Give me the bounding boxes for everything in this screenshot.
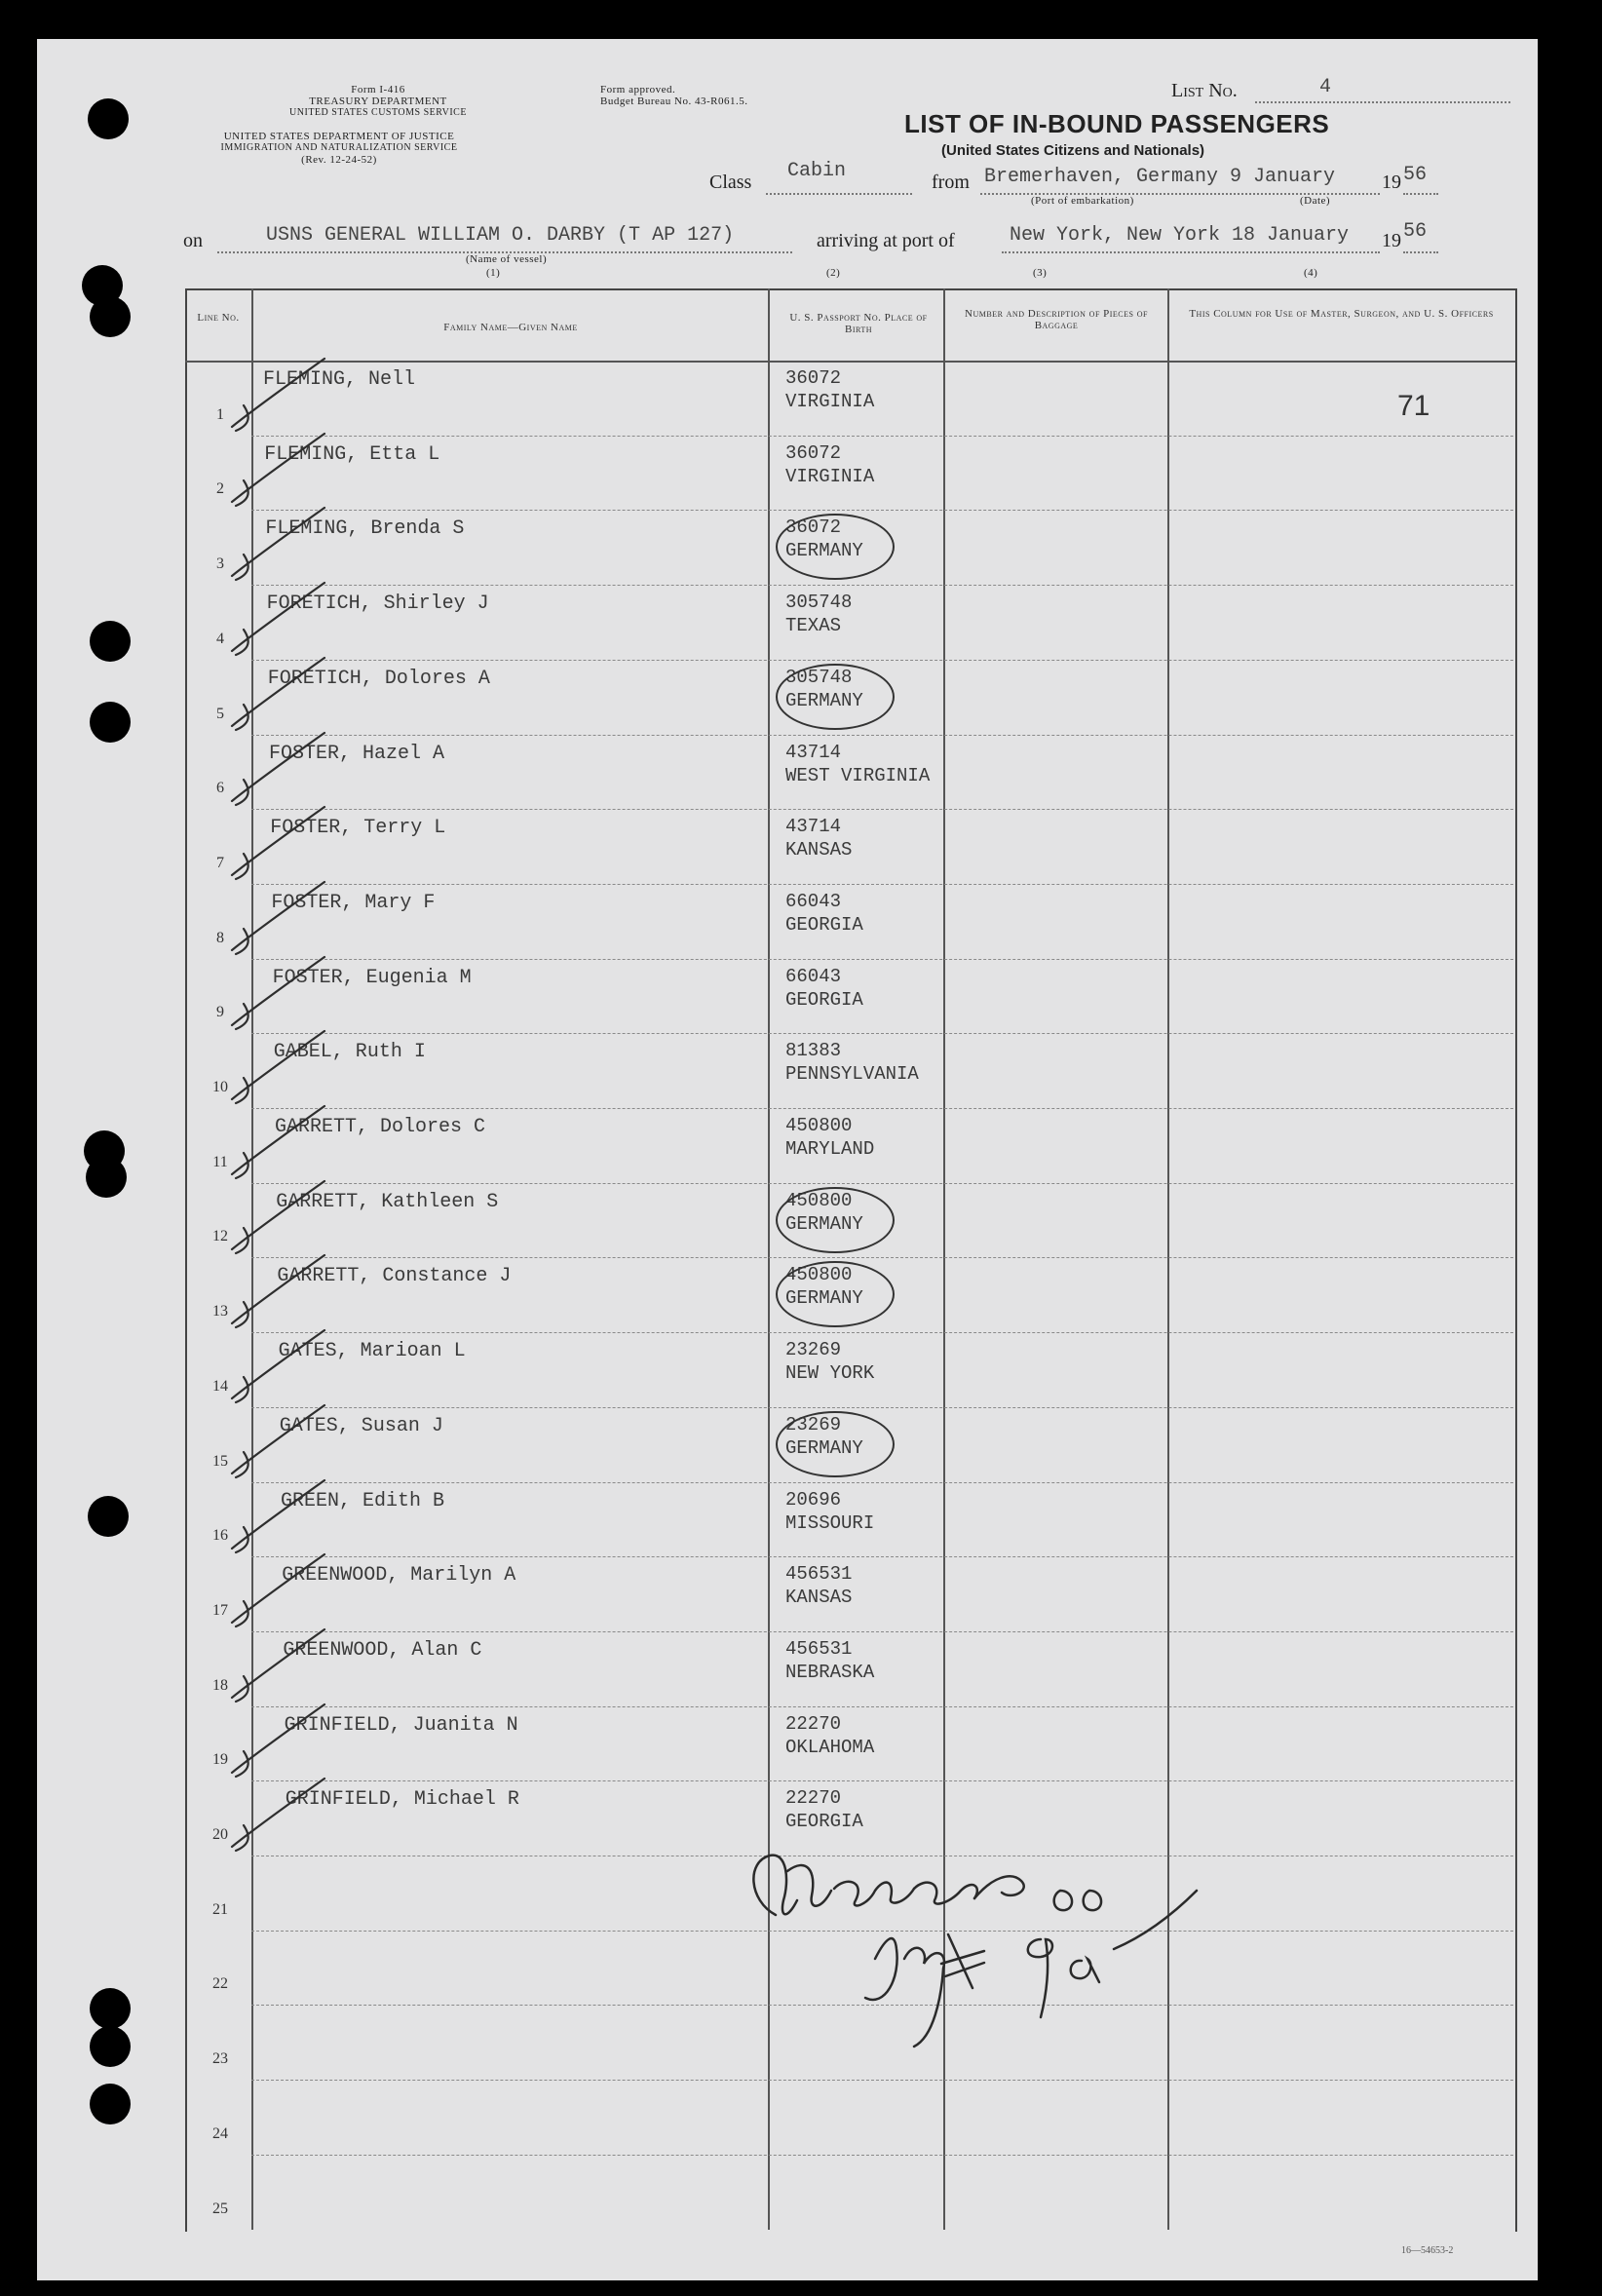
passenger-name: GREENWOOD, Marilyn A — [282, 1564, 516, 1588]
passport-number: 22270 — [785, 1712, 842, 1735]
place-of-birth: GEORGIA — [785, 913, 863, 936]
place-of-birth: KANSAS — [785, 839, 853, 861]
row-divider — [251, 585, 1513, 586]
place-of-birth: MISSOURI — [785, 1512, 875, 1534]
passport-number: 66043 — [785, 890, 842, 912]
passport-cell — [785, 441, 874, 488]
arrival-year: 56 — [1403, 220, 1428, 243]
passport-number: 81383 — [785, 1040, 842, 1062]
col3-caption: (3) — [1033, 267, 1048, 279]
row-divider — [251, 436, 1513, 437]
form-subtitle: (United States Citizens and Nationals) — [941, 142, 1205, 159]
row-divider — [251, 660, 1513, 661]
punch-hole — [90, 296, 131, 337]
line-number: 6 — [216, 780, 224, 797]
punch-hole — [90, 2084, 131, 2124]
row-divider — [251, 884, 1513, 885]
line-number: 7 — [216, 854, 224, 871]
row-divider — [251, 2155, 1513, 2156]
port-embarkation-caption: (Port of embarkation) — [1031, 195, 1134, 207]
row-divider — [251, 1780, 1513, 1781]
passport-number: 43714 — [785, 741, 842, 763]
place-of-birth: GERMANY — [785, 540, 863, 562]
handwritten-annotations — [719, 1842, 1265, 2095]
row-divider — [251, 1407, 1513, 1408]
passenger-name: GRINFIELD, Michael R — [285, 1788, 519, 1812]
check-mark — [212, 1771, 329, 1858]
passenger-name: GARRETT, Constance J — [277, 1265, 512, 1288]
circled-entry-mark — [776, 1411, 895, 1477]
place-of-birth: PENNSYLVANIA — [785, 1063, 919, 1086]
line-number: 18 — [212, 1676, 228, 1694]
punch-hole — [90, 2026, 131, 2067]
form-sheet — [37, 39, 1538, 2280]
passenger-name: GARRETT, Kathleen S — [276, 1190, 499, 1213]
passport-number: 305748 — [785, 592, 853, 614]
line-number: 22 — [212, 1975, 228, 1993]
passport-cell — [785, 1488, 874, 1535]
passenger-name: FLEMING, Etta L — [264, 442, 440, 466]
place-of-birth: NEW YORK — [785, 1362, 875, 1385]
header-line-no: Line No. — [197, 312, 240, 324]
justice-dept: UNITED STATES DEPARTMENT OF JUSTICE — [223, 131, 455, 142]
passport-number: 23269 — [785, 1339, 842, 1361]
punch-hole — [88, 1496, 129, 1537]
passport-number: 36072 — [785, 367, 842, 389]
passport-number: 450800 — [785, 1189, 853, 1211]
date-caption: (Date) — [1300, 195, 1331, 207]
place-of-birth: TEXAS — [785, 615, 842, 637]
circled-entry-mark — [776, 664, 895, 730]
passenger-name: FORETICH, Dolores A — [267, 667, 490, 690]
line-number: 5 — [216, 705, 224, 722]
on-label: on — [183, 230, 203, 251]
punch-hole — [90, 621, 131, 662]
header-family-name: Family Name—Given Name — [443, 322, 578, 333]
passport-cell — [785, 1039, 919, 1086]
passport-cell — [785, 1637, 874, 1684]
line-number: 11 — [212, 1153, 228, 1170]
passenger-name: GREENWOOD, Alan C — [283, 1638, 482, 1662]
place-of-birth: WEST VIRGINIA — [785, 764, 931, 786]
passport-number: 23269 — [785, 1413, 842, 1435]
passport-cell — [785, 1786, 863, 1833]
customs-service: UNITED STATES CUSTOMS SERVICE — [289, 107, 467, 118]
passenger-name: GABEL, Ruth I — [273, 1041, 426, 1064]
place-of-birth: GERMANY — [785, 689, 863, 711]
line-number: 10 — [212, 1079, 228, 1095]
passport-cell — [785, 965, 863, 1012]
passport-cell — [785, 1712, 874, 1759]
circled-entry-mark — [776, 1187, 895, 1253]
list-no-value: 4 — [1319, 76, 1332, 98]
row-divider — [251, 1556, 1513, 1557]
row-divider — [251, 735, 1513, 736]
row-divider — [251, 1706, 1513, 1707]
form-approved: Form approved. — [600, 84, 676, 96]
list-no-label: List No. — [1171, 80, 1238, 101]
form-title: LIST OF IN-BOUND PASSENGERS — [904, 109, 1330, 138]
arrival-port-date: New York, New York 18 January — [1010, 224, 1350, 247]
officer-note: 71 — [1397, 390, 1430, 422]
place-of-birth: KANSAS — [785, 1587, 853, 1609]
place-of-birth: GERMANY — [785, 1212, 863, 1235]
header-officers: This Column for Use of Master, Surgeon, and U. S. Officers — [1189, 308, 1494, 320]
vessel-caption: (Name of vessel) — [466, 253, 548, 265]
passenger-name: FLEMING, Brenda S — [265, 517, 465, 541]
row-divider — [251, 1257, 1513, 1258]
passport-cell — [785, 1338, 874, 1385]
passport-number: 43714 — [785, 816, 842, 838]
col2-caption: (2) — [826, 267, 841, 279]
line-number: 1 — [216, 405, 224, 423]
line-number: 23 — [212, 2050, 228, 2068]
revision: (Rev. 12-24-52) — [301, 154, 377, 166]
place-of-birth: VIRGINIA — [785, 391, 875, 412]
line-number: 12 — [212, 1228, 228, 1245]
from-year-prefix: 19 — [1382, 172, 1401, 193]
from-year: 56 — [1403, 164, 1428, 186]
line-number: 4 — [216, 630, 224, 647]
line-number: 3 — [216, 555, 224, 573]
line-number: 25 — [212, 2200, 228, 2217]
line-number: 17 — [212, 1601, 228, 1619]
passport-number: 66043 — [785, 965, 842, 987]
circled-entry-mark — [776, 514, 895, 580]
arriving-label: arriving at port of — [817, 230, 955, 251]
passenger-name: FLEMING, Nell — [263, 368, 416, 391]
line-number: 9 — [216, 1004, 224, 1021]
header-baggage: Number and Description of Pieces of Baggage — [965, 308, 1148, 331]
passport-number: 20696 — [785, 1488, 842, 1511]
line-number: 2 — [216, 480, 224, 498]
passenger-name: FOSTER, Hazel A — [269, 742, 445, 765]
row-divider — [251, 1482, 1513, 1483]
passport-number: 450800 — [785, 1264, 853, 1286]
row-divider — [251, 510, 1513, 511]
row-divider — [251, 959, 1513, 960]
line-number: 15 — [212, 1452, 228, 1470]
passport-cell — [785, 741, 930, 787]
passport-number: 305748 — [785, 666, 853, 688]
row-divider — [251, 1108, 1513, 1109]
passenger-name: GATES, Susan J — [279, 1414, 443, 1437]
passenger-name: GRINFIELD, Juanita N — [284, 1713, 518, 1737]
line-number: 8 — [216, 929, 224, 946]
row-divider — [251, 1631, 1513, 1632]
circled-entry-mark — [776, 1261, 895, 1327]
row-divider — [251, 1183, 1513, 1184]
passport-cell — [785, 890, 863, 937]
passenger-name: FOSTER, Mary F — [271, 891, 436, 914]
place-of-birth: GERMANY — [785, 1287, 863, 1310]
passport-cell — [785, 1114, 874, 1161]
header-passport: U. S. Passport No. Place of Birth — [789, 312, 928, 335]
line-number: 16 — [212, 1527, 228, 1545]
punch-hole — [88, 98, 129, 139]
from-label: from — [932, 172, 970, 193]
col1-caption: (1) — [486, 267, 501, 279]
line-number: 20 — [212, 1826, 228, 1843]
ins-service: IMMIGRATION AND NATURALIZATION SERVICE — [220, 142, 458, 153]
line-number: 19 — [212, 1751, 228, 1769]
footer-code: 16—54653-2 — [1401, 2245, 1454, 2256]
passport-number: 22270 — [785, 1787, 842, 1810]
passenger-name: GATES, Marioan L — [278, 1340, 466, 1363]
embarkation-port-date: Bremerhaven, Germany 9 January — [984, 166, 1336, 188]
passport-cell — [785, 815, 852, 861]
line-number: 21 — [212, 1900, 228, 1918]
col4-caption: (4) — [1304, 267, 1318, 279]
form-number: Form I-416 — [351, 84, 405, 96]
passport-number: 36072 — [785, 517, 842, 539]
place-of-birth: OKLAHOMA — [785, 1736, 875, 1758]
passenger-name: FOSTER, Terry L — [270, 817, 446, 840]
place-of-birth: NEBRASKA — [785, 1661, 875, 1683]
line-number: 24 — [212, 2124, 228, 2142]
place-of-birth: GEORGIA — [785, 988, 863, 1011]
arrival-year-prefix: 19 — [1382, 230, 1401, 251]
passenger-name: GREEN, Edith B — [281, 1489, 445, 1512]
vessel-name: USNS GENERAL WILLIAM O. DARBY (T AP 127) — [266, 224, 735, 247]
class-value: Cabin — [787, 160, 847, 182]
passenger-name: FOSTER, Eugenia M — [272, 966, 472, 989]
budget-bureau: Budget Bureau No. 43-R061.5. — [600, 96, 748, 107]
passport-cell — [785, 591, 852, 637]
passport-number: 456531 — [785, 1637, 853, 1660]
passport-number: 456531 — [785, 1563, 853, 1586]
passport-number: 36072 — [785, 441, 842, 464]
place-of-birth: VIRGINIA — [785, 465, 875, 487]
class-label: Class — [709, 172, 752, 193]
passenger-name: GARRETT, Dolores C — [275, 1116, 486, 1138]
punch-hole — [90, 702, 131, 743]
passport-cell — [785, 366, 874, 413]
line-number: 13 — [212, 1303, 228, 1320]
place-of-birth: GERMANY — [785, 1436, 863, 1459]
passport-number: 450800 — [785, 1115, 853, 1136]
passport-cell — [785, 1562, 852, 1609]
line-number: 14 — [212, 1377, 228, 1395]
place-of-birth: MARYLAND — [785, 1138, 875, 1160]
row-divider — [251, 1332, 1513, 1333]
passenger-name: FORETICH, Shirley J — [266, 593, 489, 616]
row-divider — [251, 1033, 1513, 1034]
row-divider — [251, 809, 1513, 810]
punch-hole — [86, 1157, 127, 1198]
treasury-dept: TREASURY DEPARTMENT — [309, 96, 447, 107]
punch-hole — [90, 1988, 131, 2029]
place-of-birth: GEORGIA — [785, 1811, 863, 1833]
